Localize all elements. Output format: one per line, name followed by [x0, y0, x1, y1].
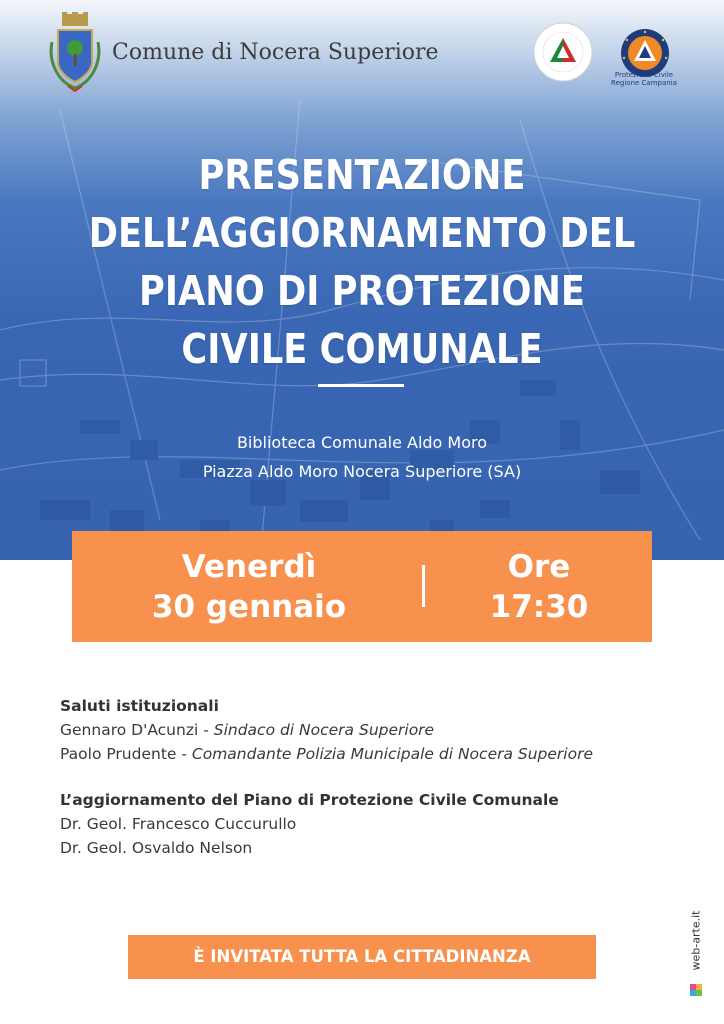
protezione-civile-nazionale-logo-icon: [533, 22, 593, 82]
event-time: [464, 547, 614, 627]
regione-logo-caption-line1: Protezione Civile: [614, 71, 674, 79]
venue: [120, 428, 604, 486]
regione-logo-caption-line2: Regione Campania: [611, 79, 677, 87]
venue-name: Biblioteca Comunale Aldo Moro: [236, 433, 488, 452]
event-date: [72, 547, 426, 627]
comune-name: Comune di Nocera Superiore: [112, 40, 439, 65]
header: [0, 0, 724, 110]
title-line-1: PRESENTAZIONE: [198, 151, 526, 199]
invitation-banner: È INVITATA TUTTA LA CITTADINANZA: [128, 935, 596, 979]
speaker-row: [60, 742, 700, 766]
program: [60, 694, 700, 860]
date-box: [72, 531, 652, 642]
title-line-2: DELL’AGGIORNAMENTO DEL: [88, 209, 636, 257]
venue-address: Piazza Aldo Moro Nocera Superiore (SA): [202, 462, 522, 481]
speaker-role: Sindaco di Nocera Superiore: [213, 721, 435, 739]
title-line-4: CIVILE COMUNALE: [181, 325, 543, 373]
speaker-separator: -: [198, 721, 214, 739]
event-title: [68, 146, 656, 378]
web-arte-logo-icon: [690, 984, 702, 996]
speaker-row: Dr. Geol. Osvaldo Nelson: [60, 839, 253, 857]
speaker-row: [60, 718, 700, 742]
title-line-3: PIANO DI PROTEZIONE: [138, 267, 586, 315]
section-title-aggiornamento: L’aggiornamento del Piano di Protezione Civile Comunale: [60, 791, 559, 809]
regione-logo-caption: [600, 71, 688, 87]
speaker-row: Dr. Geol. Francesco Cuccurullo: [60, 815, 297, 833]
date-divider: [422, 565, 425, 607]
event-date-value: 30 gennaio: [151, 589, 347, 625]
speaker-name: Paolo Prudente: [60, 745, 177, 763]
municipal-crest-icon: [48, 12, 102, 92]
event-day: Venerdì: [181, 549, 317, 585]
speaker-separator: -: [176, 745, 192, 763]
section-title-saluti: Saluti istituzionali: [60, 697, 219, 715]
section-gap: [60, 766, 700, 788]
speaker-name: Gennaro D'Acunzi: [60, 721, 199, 739]
title-divider: [318, 384, 404, 387]
event-time-value: 17:30: [489, 589, 589, 625]
credit-text[interactable]: web-arte.it: [689, 910, 703, 971]
credit: [688, 900, 704, 1010]
event-time-label: Ore: [507, 549, 571, 585]
speaker-role: Comandante Polizia Municipale di Nocera Superiore: [191, 745, 594, 763]
